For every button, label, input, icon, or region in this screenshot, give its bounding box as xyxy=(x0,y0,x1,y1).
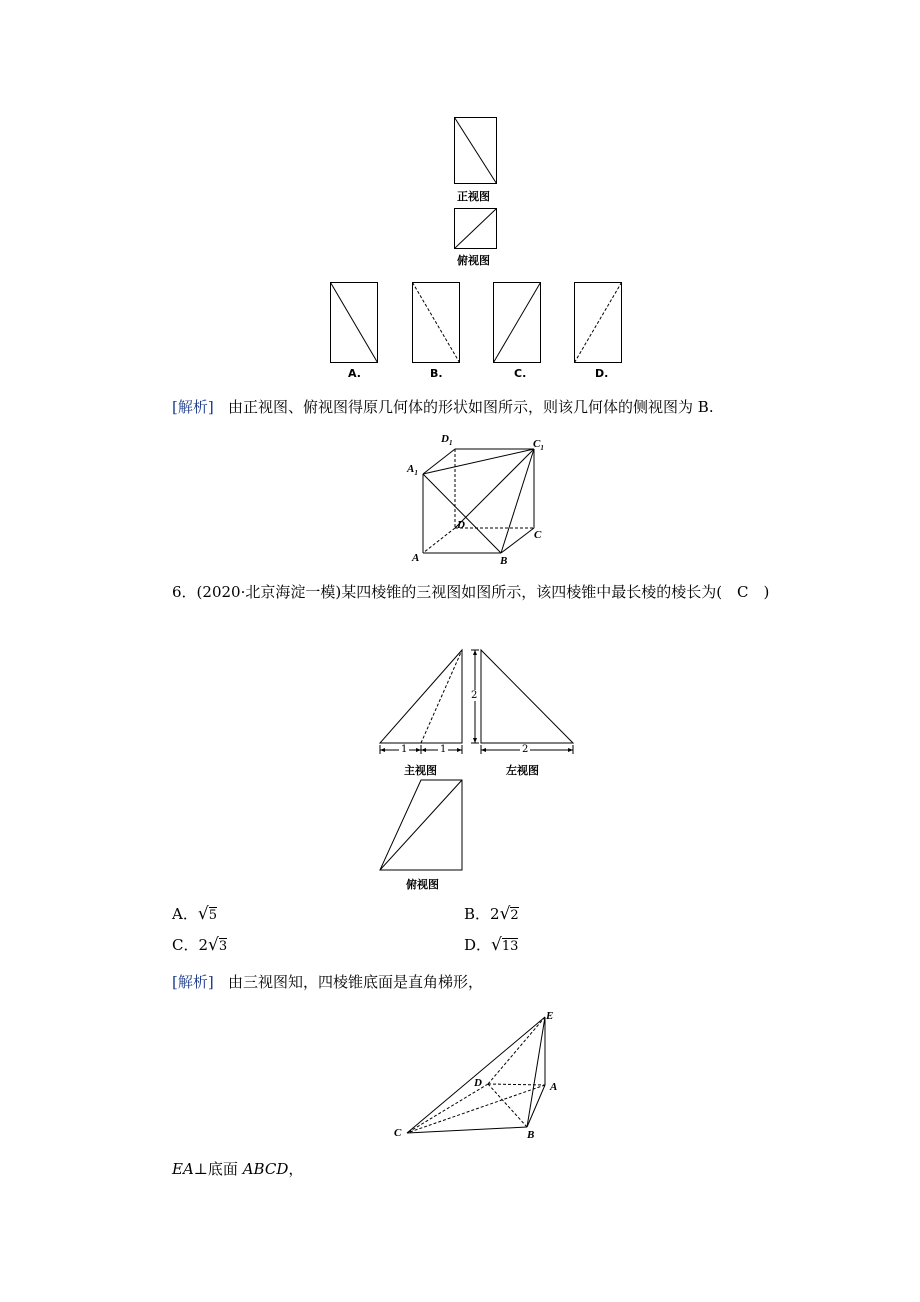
option-d-label: D. xyxy=(595,367,609,380)
front-view-figure xyxy=(454,117,498,185)
choice-c: C．2√3 xyxy=(172,935,228,955)
top-view-figure xyxy=(454,208,498,250)
q5-analysis-text: 由正视图、俯视图得原几何体的形状如图所示，则该几何体的侧视图为 B. xyxy=(228,398,714,416)
dim-1a: 1 xyxy=(401,744,408,755)
cube-figure xyxy=(400,430,560,570)
choice-a: A．√5 xyxy=(172,904,217,924)
pyramid-figure xyxy=(390,1008,570,1148)
q6-stem: 6．(2020·北京海淀一模)某四棱锥的三视图如图所示，该四棱锥中最长棱的棱长为( C ) xyxy=(172,583,770,601)
cube-label-c1: $C_1$ xyxy=(533,438,544,452)
choice-d: D．√13 xyxy=(464,935,519,955)
q6-analysis-line xyxy=(172,971,483,992)
cube-label-d: D xyxy=(457,519,465,531)
option-c-label: C. xyxy=(514,367,527,380)
cube-label-a1: $A_1$ xyxy=(407,463,418,477)
choice-b: B．2√2 xyxy=(464,904,519,924)
cube-label-b: B xyxy=(500,555,508,567)
dim-1b: 1 xyxy=(440,744,447,755)
q6-left-caption: 左视图 xyxy=(506,764,539,777)
final-line: EA⊥底面 ABCD， xyxy=(172,1160,304,1178)
top-view-caption: 俯视图 xyxy=(457,254,490,267)
option-d-figure xyxy=(574,282,624,364)
option-a-label: A. xyxy=(348,367,361,380)
cube-label-d1: $D_1$ xyxy=(441,433,453,447)
q6-left-view-figure xyxy=(468,648,578,758)
q6-top-view-figure xyxy=(378,778,468,873)
cube-label-a: A xyxy=(412,552,420,564)
q5-analysis-line xyxy=(172,396,714,417)
option-c-figure xyxy=(493,282,543,364)
analysis-tag-2: [解析] xyxy=(172,973,214,991)
dim-2-width: 2 xyxy=(522,744,529,755)
pyramid-label-c: C xyxy=(394,1127,402,1139)
pyramid-label-e: E xyxy=(546,1010,554,1022)
pyramid-label-a: A xyxy=(550,1081,558,1093)
front-view-caption: 正视图 xyxy=(457,190,490,203)
pyramid-label-d: D xyxy=(474,1077,482,1089)
cube-label-c: C xyxy=(534,529,542,541)
dim-2-height: 2 xyxy=(471,690,478,701)
option-b-label: B. xyxy=(430,367,443,380)
option-a-figure xyxy=(330,282,380,364)
option-b-figure xyxy=(412,282,462,364)
analysis-tag: [解析] xyxy=(172,398,214,416)
q6-top-caption: 俯视图 xyxy=(406,878,439,891)
pyramid-label-b: B xyxy=(527,1129,535,1141)
q6-front-caption: 主视图 xyxy=(404,764,437,777)
q6-analysis-text: 由三视图知，四棱锥底面是直角梯形， xyxy=(228,973,484,991)
q6-front-view-figure xyxy=(378,648,468,758)
